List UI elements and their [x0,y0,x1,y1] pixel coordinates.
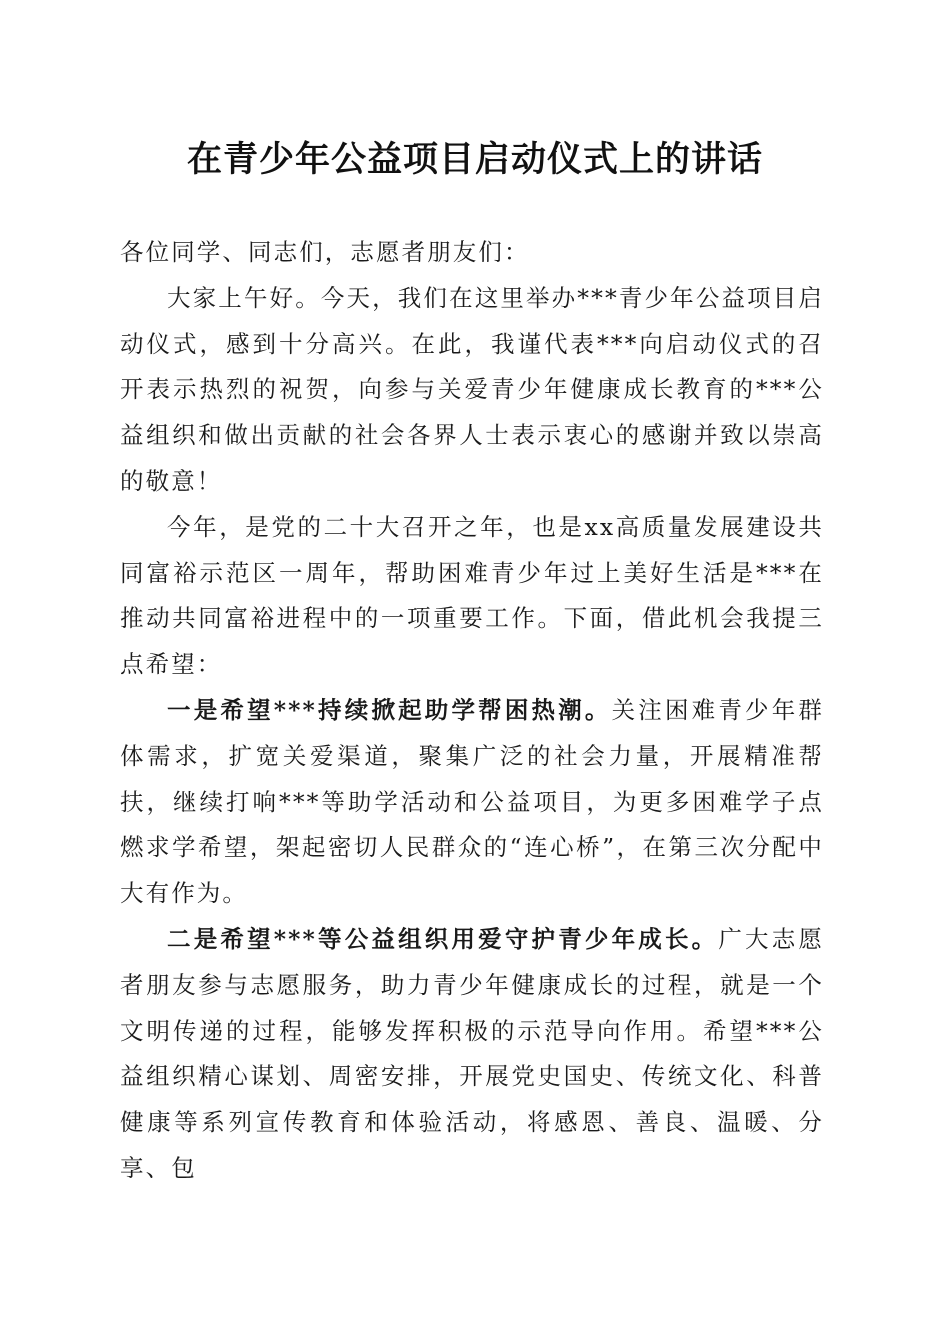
document-body [120,230,824,1192]
paragraph-greeting [120,276,824,505]
paragraph-context [120,505,824,688]
paragraph-lead: 二是希望***等公益组织用爱守护青少年成长。 [167,924,719,953]
paragraph-hope-one [120,688,824,917]
page-title: 在青少年公益项目启动仪式上的讲话 [186,139,763,180]
paragraph-lead: 一是希望***持续掀起助学帮困热潮。 [167,695,612,724]
paragraph-text: 广大志愿者朋友参与志愿服务，助力青少年健康成长的过程，就是一个文明传递的过程，能够发挥积极的示范导向作用。希望***公益组织精心谋划、周密安排，开展党史国史、传统文化、科普健康等系列宣传教育和体验活动，将感恩、善良、温暖、分享、包 [120,924,824,1182]
paragraph-text: 今年，是党的二十大召开之年，也是xx高质量发展建设共同富裕示范区一周年，帮助困难青少年过上美好生活是***在推动共同富裕进程中的一项重要工作。下面，借此机会我提三点希望： [120,512,824,679]
paragraph-text: 关注困难青少年群体需求，扩宽关爱渠道，聚集广泛的社会力量，开展精准帮扶，继续打响***等助学活动和公益项目，为更多困难学子点燃求学希望，架起密切人民群众的“连心桥”，在第三次分配中大有作为。 [120,695,824,908]
paragraph-hope-two [120,917,824,1192]
salutation: 各位同学、同志们，志愿者朋友们： [120,238,530,266]
paragraph-text: 大家上午好。今天，我们在这里举办***青少年公益项目启动仪式，感到十分高兴。在此，我谨代表***向启动仪式的召开表示热烈的祝贺，向参与关爱青少年健康成长教育的***公益组织和做出贡献的社会各界人士表示衷心的感谢并致以崇高的敬意！ [120,283,824,495]
